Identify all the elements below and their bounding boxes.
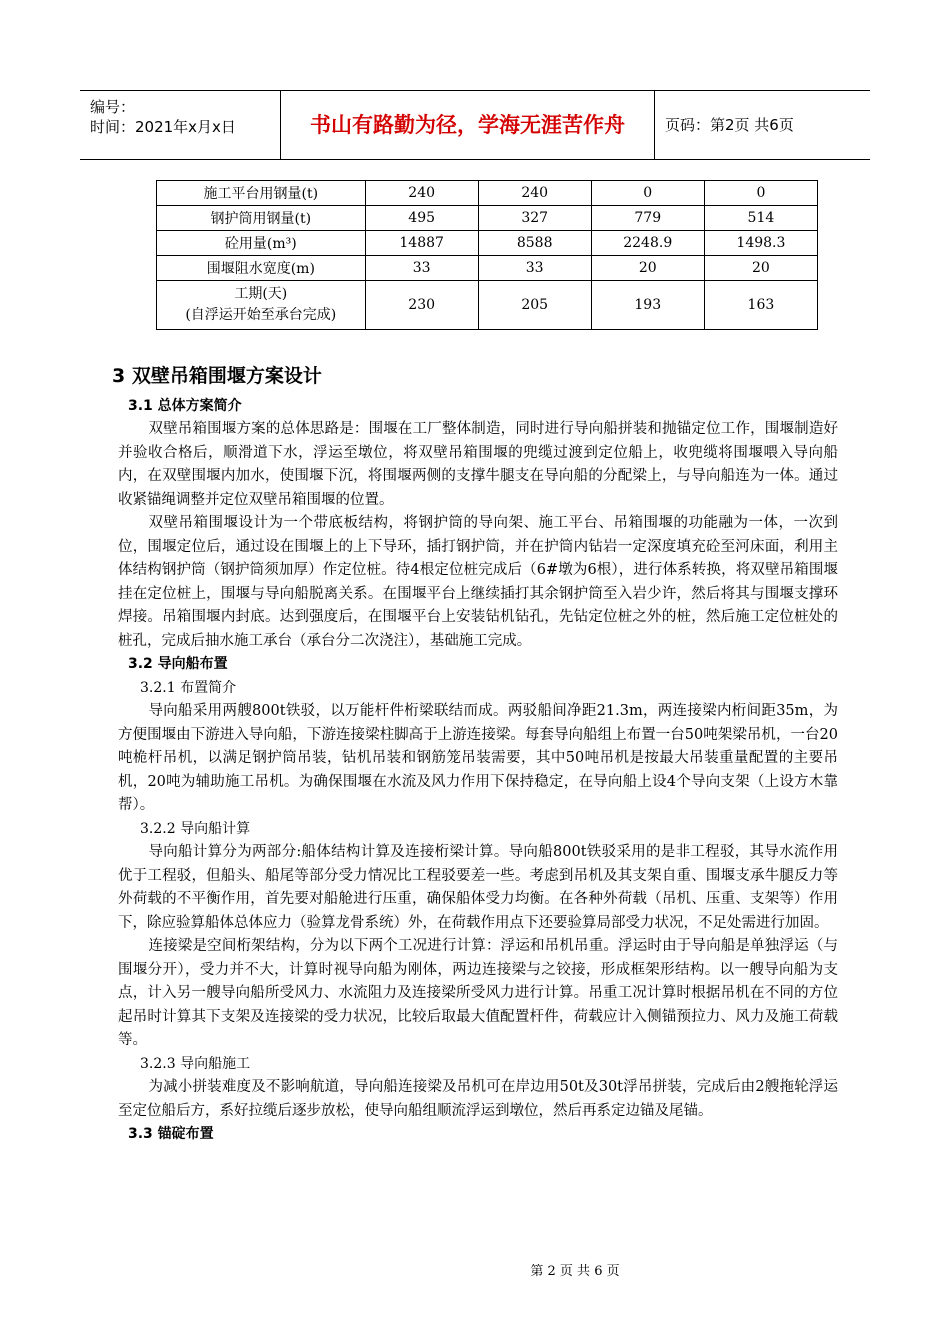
table-row	[157, 281, 818, 330]
table-cell: 495	[365, 206, 478, 231]
paragraph: 双壁吊箱围堰方案的总体思路是：围堰在工厂整体制造，同时进行导向船拼装和抛锚定位工作，围堰制造好并验收合格后，顺滑道下水，浮运至墩位，将双壁吊箱围堰的兜缆过渡到定位船上，收兜缆将围堰喂入导向船内，在双壁围堰内加水，使围堰下沉，将围堰两侧的支撑牛腿支在导向船的分配梁上，与导向船连为一体。通过收紧锚绳调整并定位双壁吊箱围堰的位置。	[118, 421, 838, 508]
table-cell: 8588	[478, 231, 591, 256]
table-cell: 514	[704, 206, 817, 231]
table-cell: 33	[478, 256, 591, 281]
table-cell: 1498.3	[704, 231, 817, 256]
subsection-heading: 3.1 总体方案简介	[128, 397, 242, 414]
footer-page-number: 第 2 页 共 6 页	[530, 1264, 620, 1279]
time-label: 时间：2021年x月x日	[90, 118, 236, 136]
table-cell: 163	[704, 281, 817, 330]
table-cell: 327	[478, 206, 591, 231]
page-header	[80, 90, 870, 160]
header-meta	[80, 91, 280, 159]
table-row	[157, 206, 818, 231]
subsubsection-heading: 3.2.3 导向船施工	[140, 1055, 251, 1072]
section-heading: 3 双壁吊箱围堰方案设计	[112, 365, 322, 387]
table-cell: 围堰阻水宽度(m)	[157, 256, 366, 281]
table-cell: 钢护筒用钢量(t)	[157, 206, 366, 231]
cell-line: 工期(天)	[234, 286, 288, 302]
number-label: 编号：	[90, 98, 136, 116]
table-row	[157, 231, 818, 256]
table-cell: 779	[591, 206, 704, 231]
header-motto: 书山有路勤为径，学海无涯苦作舟	[280, 91, 655, 159]
table-cell: 0	[591, 181, 704, 206]
paragraph: 双壁吊箱围堰设计为一个带底板结构，将钢护筒的导向架、施工平台、吊箱围堰的功能融为一体，一次到位，围堰定位后，通过设在围堰上的上下导环，插打钢护筒，并在护筒内钻岩一定深度填充砼至河床面，利用主体结构钢护筒（钢护筒须加厚）作定位桩。待4根定位桩完成后（6#墩为6根），进行体系转换，将双壁吊箱围堰挂在定位桩上，围堰与导向船脱离关系。在围堰平台上继续插打其余钢护筒至入岩少许，然后将其与围堰支撑环焊接。吊箱围堰内封底。达到强度后，在围堰平台上安装钻机钻孔，先钻定位桩之外的桩，然后施工定位桩处的桩孔，完成后抽水施工承台（承台分二次浇注），基础施工完成。	[118, 515, 838, 649]
table-cell: 2248.9	[591, 231, 704, 256]
table-row	[157, 181, 818, 206]
paragraph: 为减小拼装难度及不影响航道，导向船连接梁及吊机可在岸边用50t及30t浮吊拼装，完成后由2艘拖轮浮运至定位船后方，系好拉缆后逐步放松，使导向船组顺流浮运到墩位，然后再系定边锚及尾锚。	[118, 1079, 838, 1119]
table-cell: 20	[704, 256, 817, 281]
table-cell: 193	[591, 281, 704, 330]
subsection-heading: 3.2 导向船布置	[128, 656, 228, 672]
table-cell	[157, 281, 366, 330]
table-cell: 砼用量(m³)	[157, 231, 366, 256]
table-cell: 20	[591, 256, 704, 281]
table-cell: 205	[478, 281, 591, 330]
table-cell: 230	[365, 281, 478, 330]
header-page-label: 页码：第2页 共6页	[665, 116, 794, 134]
paragraph: 连接梁是空间桁架结构，分为以下两个工况进行计算：浮运和吊机吊重。浮运时由于导向船是单独浮运（与围堰分开），受力并不大，计算时视导向船为刚体，两边连接梁与之铰接，形成框架形结构。以一艘导向船为支点，计入另一艘导向船所受风力、水流阻力及连接梁所受风力进行计算。吊重工况计算时根据吊机在不同的方位起吊时计算其下支架及连接梁的受力状况，比较后取最大值配置杆件，荷载应计入侧锚预拉力、风力及施工荷载等。	[118, 938, 838, 1048]
cell-line: (自浮运开始至承台完成)	[185, 307, 337, 323]
table-cell: 施工平台用钢量(t)	[157, 181, 366, 206]
comparison-table	[156, 180, 818, 330]
table-cell: 240	[365, 181, 478, 206]
subsubsection-heading: 3.2.1 布置简介	[140, 679, 237, 696]
table-cell: 240	[478, 181, 591, 206]
paragraph: 导向船计算分为两部分:船体结构计算及连接桁梁计算。导向船800t铁驳采用的是非工程驳，其导水流作用优于工程驳，但船头、船尾等部分受力情况比工程驳要差一些。考虑到吊机及其支架自重、围堰支承牛腿反力等外荷载的不平衡作用，首先要对船舱进行压重，确保船体受力均衡。在各种外荷载（吊机、压重、支架等）作用下，除应验算船体总体应力（验算龙骨系统）外，在荷载作用点下还要验算局部受力状况，不足处需进行加固。	[118, 844, 838, 931]
table-row	[157, 256, 818, 281]
page-footer	[0, 1260, 950, 1279]
table-cell: 14887	[365, 231, 478, 256]
subsection-heading: 3.3 锚碇布置	[128, 1126, 214, 1142]
table-cell: 33	[365, 256, 478, 281]
document-body	[112, 365, 838, 1147]
subsubsection-heading: 3.2.2 导向船计算	[140, 820, 251, 837]
table-cell: 0	[704, 181, 817, 206]
paragraph: 导向船采用两艘800t铁驳，以万能杆件桁梁联结而成。两驳船间净距21.3m，两连接梁内桁间距35m，为方便围堰由下游进入导向船，下游连接梁柱脚高于上游连接梁。每套导向船组上布置一台50吨架梁吊机，一台20吨桅杆吊机，以满足钢护筒吊装，钻机吊装和钢筋笼吊装需要，其中50吨吊机是按最大吊装重量配置的主要吊机，20吨为辅助施工吊机。为确保围堰在水流及风力作用下保持稳定，在导向船上设4个导向支架（上设方木靠帮）。	[118, 703, 838, 813]
